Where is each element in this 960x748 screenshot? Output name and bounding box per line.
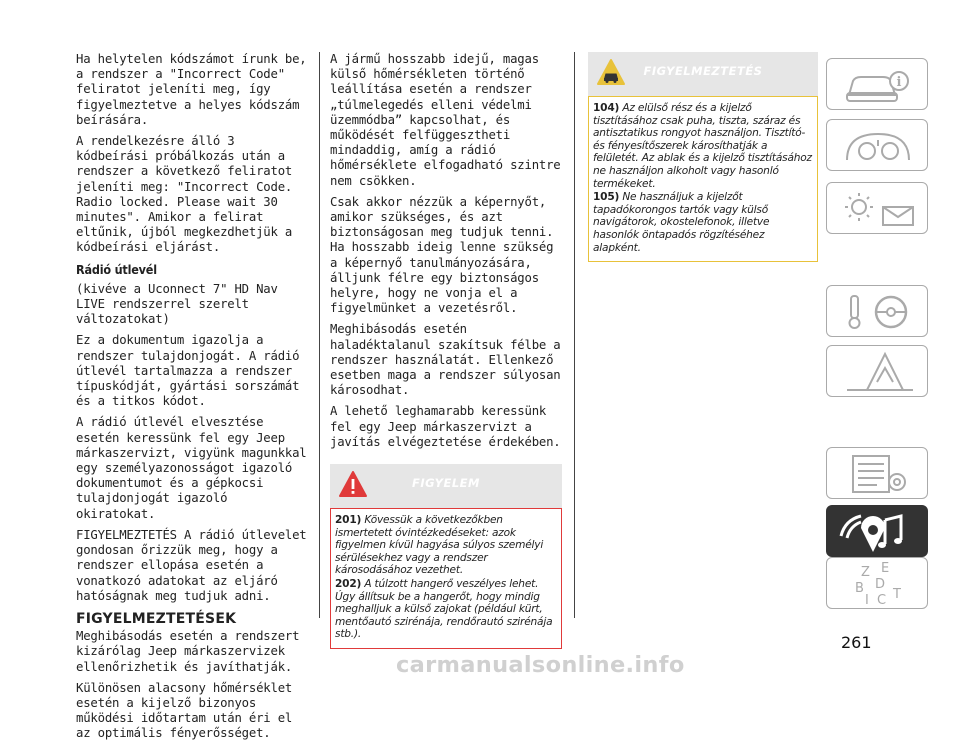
svg-text:E: E: [881, 561, 890, 576]
paragraph: A rádió útlevél elvesztése esetén keressünk fel egy Jeep márkaszervizt, vigyünk magunkkal egy személyazonosságot igazoló dokumentumot és a gépkocsi tulajdonjogát igazoló okiratokat.: [76, 415, 307, 521]
paragraph: A rendelkezésre álló 3 kódbeírási próbálkozás után a rendszer a következő feliratot jeleníti meg: "Incorrect Code. Radio locked. Please wait 30 minutes". Amikor a felirat eltűnik, újból megkezdhetjük a kódbeírási eljárást.: [76, 134, 293, 255]
svg-text:i: i: [896, 75, 902, 90]
section-title: FIGYELMEZTETÉSEK: [76, 610, 237, 627]
chapter-tab-index[interactable]: [826, 557, 928, 609]
paragraph: Ha helytelen kódszámot írunk be, a rendszer a "Incorrect Code" feliratot jeleníti meg, így figyelmeztetve a helyes kódszám beírására.: [76, 52, 307, 127]
notice-title: FIGYELMEZTETÉS: [643, 64, 763, 78]
alphabetical-index-icon: [827, 558, 929, 610]
maintenance-checklist-icon: [827, 448, 929, 500]
subheading: Rádió útlevél: [76, 261, 157, 277]
paragraph: Csak akkor nézzük a képernyőt, amikor szükséges, és azt biztonságosan meg tudjuk tenni. Ha hosszabb ideig lenne szükség a képernyő tanulmányozására, álljunk félre egy biztonságos helyre, hogy ne vonja el a figyelmünket a vezetésről.: [330, 194, 554, 316]
paragraph: Különösen alacsony hőmérséklet esetén a kijelző bizonyos működési időtartam után éri el az optimális fényerősséget.: [76, 680, 293, 741]
svg-text:I: I: [865, 593, 869, 608]
svg-text:D: D: [875, 577, 886, 592]
chapter-tab-multimedia[interactable]: [826, 505, 928, 557]
paragraph: FIGYELMEZTETÉS A rádió útlevelet gondosan őrizzük meg, hogy a rendszer ellopása esetén a vonatkozó adatokat az eljáró hatóságnak meg tudjuk adni.: [76, 527, 307, 603]
chapter-tab-maintenance[interactable]: [826, 447, 928, 499]
chapter-tab-starting[interactable]: [826, 285, 928, 337]
car-info-icon: [827, 59, 929, 111]
key-steering-wheel-icon: [827, 286, 929, 338]
svg-text:Z: Z: [861, 565, 870, 580]
column-divider: [319, 52, 320, 618]
notice-item: 104) Az elülső rész és a kijelző tisztításához csak puha, tiszta, száraz és antisztatikus rongyot használjon. Tisztító- és fényesítőszerek károsíthatják a felületét. Az ablak és a kijelző tisztításához ne használjon alkoholt vagy hasonló termékeket.: [593, 102, 812, 190]
svg-text:C: C: [877, 593, 887, 608]
chapter-tab-safety[interactable]: [826, 182, 928, 234]
multimedia-music-icon: [827, 506, 929, 558]
svg-text:T: T: [893, 587, 901, 602]
text-column-2: [330, 52, 562, 649]
svg-text:B: B: [855, 581, 864, 596]
notice-header: [588, 52, 818, 96]
dashboard-warning-light-icon: [827, 120, 929, 172]
paragraph: (kivéve a Uconnect 7" HD Nav LIVE rendszerrel szerelt változatokat): [76, 281, 278, 327]
watermark: carmanualsonline.info: [396, 652, 685, 678]
notice-box: [588, 52, 818, 262]
chapter-tab-car-info[interactable]: [826, 58, 928, 110]
paragraph: Ez a dokumentum igazolja a rendszer tulajdonjogát. A rádió útlevél tartalmazza a rendszer típuskódját, gyártási sorszámát és a titkos kódot.: [76, 333, 300, 409]
page-number: 261: [841, 633, 872, 652]
sun-message-icon: [827, 183, 929, 235]
text-column-3: [588, 52, 818, 262]
warning-body: [330, 508, 562, 649]
warning-item: 201) Kövessük a következőkben ismertetett óvintézkedéseket: azok figyelmen kívül hagyása súlyos személyi sérülésekhez vagy a rendszer károsodásához vezethet.: [335, 514, 544, 577]
column-divider: [574, 52, 575, 618]
warning-box: [330, 464, 562, 649]
paragraph: A lehető leghamarabb keressünk fel egy Jeep márkaszervizt a javítás elvégeztetése érdekében.: [330, 404, 561, 449]
warning-header: [330, 464, 562, 508]
chapter-tab-emergency[interactable]: [826, 345, 928, 397]
text-column-1: [76, 52, 308, 748]
notice-body: [588, 96, 818, 262]
warning-title: FIGYELEM: [412, 476, 480, 491]
paragraph: Meghibásodás esetén haladéktalanul szakítsuk félbe a rendszer használatát. Ellenkező esetben maga a rendszer súlyosan károsodhat.: [330, 322, 561, 398]
emergency-road-icon: [827, 346, 929, 398]
paragraph: Meghibásodás esetén a rendszert kizárólag Jeep márkaszervizek ellenőrizhetik és javíthatják.: [76, 629, 300, 674]
chapter-tab-dashboard[interactable]: [826, 119, 928, 171]
paragraph: A jármű hosszabb idejű, magas külső hőmérsékleten történő leállítása esetén a rendszer „túlmelegedés elleni védelmi üzemmódba” kapcsolhat, és működését felfüggesztheti mindaddig, amíg a rádió hőmérséklete elfogadható szintre nem csökken.: [330, 52, 561, 188]
warning-item: 202) A túlzott hangerő veszélyes lehet. Úgy állítsuk be a hangerőt, hogy mindig meghalljuk a külső zajokat (például kürt, mentőautó szirénája, rendőrautó szirénája stb.).: [335, 578, 553, 641]
notice-item: 105) Ne használjuk a kijelzőt tapadókorongos tartók vagy külső navigátorok, okostelefonok, illetve hasonlók öntapadós rögzítéséhez alapként.: [593, 191, 770, 254]
